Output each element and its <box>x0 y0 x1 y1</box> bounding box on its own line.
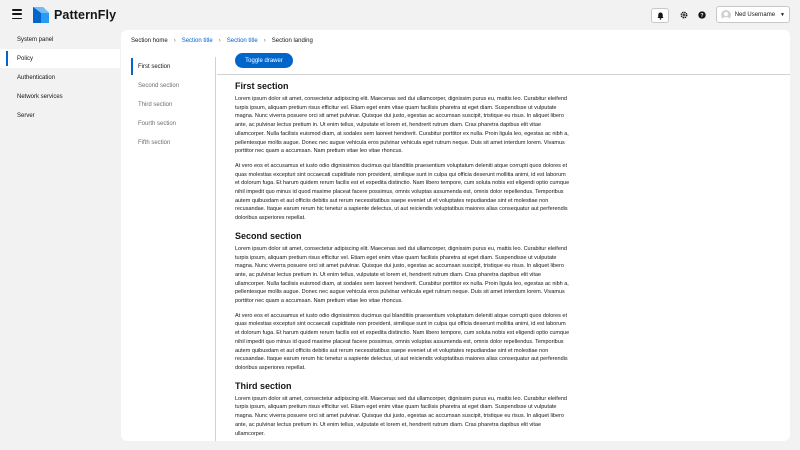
gear-icon <box>680 11 688 19</box>
svg-text:?: ? <box>700 12 704 19</box>
jump-link-label: First section <box>138 63 171 70</box>
sidebar-item-label: Server <box>17 112 35 119</box>
section-title: First section <box>235 81 289 91</box>
sidebar-item-label: System panel <box>17 36 54 43</box>
section-paragraph: At vero eos et accusamus et iusto odio dignissimos ducimus qui blanditiis praesentium voluptatum deleniti atque corrupti quos dolores et quas molestias excepturi sint occaecati cupiditate non provident, similique sunt in culpa qui officia deserunt mollitia animi, id est laborum et dolorum fuga. Et harum quidem rerum facilis est et expedita distinctio. Nam libero tempore, cum soluta nobis est eligendi optio cumque nihil impedit quo minus id quod maxime placeat facere possimus, omnis voluptas assumenda est, omnis dolor repellendus. Temporibus autem quibusdam et aut officiis debitis aut rerum necessitatibus saepe eveniet ut et voluptates repudiandae sint et molestiae non recusandae. Itaque earum rerum hic tenetur a sapiente delectus, ut aut reiciendis voluptatibus maiores alias consequatur aut perferendis doloribus asperiores repellat. <box>235 162 570 222</box>
first-section <box>235 81 570 223</box>
divider <box>217 74 790 75</box>
jump-links <box>131 57 216 441</box>
main-panel <box>121 30 790 441</box>
bell-icon <box>657 12 664 20</box>
jump-link-label: Fifth section <box>138 139 171 146</box>
sidebar-item-policy[interactable] <box>0 49 120 68</box>
sidebar-item-label: Authentication <box>17 74 56 81</box>
breadcrumb-current: Section landing <box>271 38 313 44</box>
jump-link-label: Third section <box>138 101 173 108</box>
toggle-drawer-button[interactable]: Toggle drawer <box>235 53 293 68</box>
sidebar-item-authentication[interactable] <box>0 68 120 87</box>
section-paragraph: At vero eos et accusamus et iusto odio dignissimos ducimus qui blanditiis praesentium voluptatum deleniti atque corrupti quos dolores et quas molestias excepturi sint occaecati cupiditate non provident, similique sunt in culpa qui officia deserunt mollitia animi, id est laborum et dolorum fuga. Et harum quidem rerum facilis est et expedita distinctio. Nam libero tempore, cum soluta nobis est eligendi optio cumque nihil impedit quo minus id quod maxime placeat facere possimus, omnis voluptas assumenda est, omnis dolor repellendus. Temporibus autem quibusdam et aut officiis debitis aut rerum necessitatibus saepe eveniet ut et voluptates repudiandae sint et molestiae non recusandae. Itaque earum rerum hic tenetur a sapiente delectus, ut aut reiciendis voluptatibus maiores alias consequatur aut perferendis doloribus asperiores repellat. <box>235 312 570 371</box>
jump-link-fifth-section[interactable] <box>131 133 215 152</box>
chevron-right-icon: › <box>263 38 266 44</box>
jump-link-first-section[interactable] <box>131 57 215 76</box>
avatar <box>721 10 731 20</box>
chevron-right-icon: › <box>218 38 221 44</box>
sidebar-nav <box>0 30 120 125</box>
breadcrumb-link[interactable]: Section title <box>181 38 213 44</box>
help-icon <box>698 11 706 19</box>
help-button[interactable] <box>694 8 710 22</box>
sidebar-item-network-services[interactable] <box>0 87 120 106</box>
caret-down-icon: ▼ <box>780 11 785 18</box>
jump-link-second-section[interactable] <box>131 76 215 95</box>
user-menu-toggle[interactable] <box>716 6 790 23</box>
brand-name: PatternFly <box>54 8 117 22</box>
chevron-right-icon: › <box>173 38 176 44</box>
masthead <box>0 0 800 30</box>
section-title: Third section <box>235 380 292 391</box>
section-paragraph: Lorem ipsum dolor sit amet, consectetur adipiscing elit. Maecenas sed dui ullamcorper, dignissim purus eu, mattis leo. Curabitur eleifend turpis ipsum, aliquam pretium risus efficitur vel. Etiam eget enim vitae quam facilisis pharetra at eget diam. Suspendisse ut vulputate magna. Nunc viverra posuere orci sit amet pulvinar. Quisque dui justo, egestas ac accumsan suscipit, tristique eu risus. In aliquet libero ante, ac pulvinar lectus pretium in. Ut enim tellus, vulputate et lorem et, hendrerit rutrum diam. Cras pharetra dapibus elit vitae ullamcorper. Nulla facilisis euismod diam, at sodales sem laoreet hendrerit. Curabitur porttitor ex nulla. Proin ligula leo, egestas ac nibh a, pellentesque mollis augue. Donec nec augue vehicula eros pulvinar vehicula eget rutrum neque. Duis sit amet interdum lorem. Vivamus porttitor nec quam a accumsan. Nam pretium vitae leo vitae rhoncus. <box>235 96 569 155</box>
brand[interactable] <box>32 6 116 24</box>
third-section <box>235 381 570 439</box>
sidebar-item-server[interactable] <box>0 106 120 125</box>
breadcrumb-item-home[interactable]: Section home <box>131 38 168 44</box>
settings-button[interactable] <box>676 8 692 22</box>
second-section <box>235 231 570 373</box>
hamburger-icon[interactable] <box>12 9 22 19</box>
jump-link-label: Second section <box>138 82 180 89</box>
jump-link-third-section[interactable] <box>131 95 215 114</box>
jump-link-fourth-section[interactable] <box>131 114 215 133</box>
breadcrumb <box>131 38 313 44</box>
notifications-button[interactable] <box>651 8 669 23</box>
sidebar-item-label: Policy <box>17 55 34 62</box>
user-name: Ned Username <box>734 11 776 18</box>
jump-link-label: Fourth section <box>138 120 177 127</box>
patternfly-logo-icon <box>32 6 50 24</box>
section-title: Second section <box>235 230 302 241</box>
section-paragraph: Lorem ipsum dolor sit amet, consectetur adipiscing elit. Maecenas sed dui ullamcorper, dignissim purus eu, mattis leo. Curabitur eleifend turpis ipsum, aliquam pretium risus efficitur vel. Etiam eget enim vitae quam facilisis pharetra at eget diam. Suspendisse ut vulputate magna. Nunc viverra posuere orci sit amet pulvinar. Quisque dui justo, egestas ac accumsan suscipit, tristique eu risus. In aliquet libero ante, ac pulvinar lectus pretium in. Ut enim tellus, vulputate et lorem et, hendrerit rutrum diam. Cras pharetra dapibus elit vitae ullamcorper. <box>235 395 567 437</box>
content-area <box>235 81 570 441</box>
sidebar-item-label: Network services <box>17 93 63 100</box>
section-paragraph: Lorem ipsum dolor sit amet, consectetur adipiscing elit. Maecenas sed dui ullamcorper, dignissim purus eu, mattis leo. Curabitur eleifend turpis ipsum, aliquam pretium risus efficitur vel. Etiam eget enim vitae quam facilisis pharetra at eget diam. Suspendisse ut vulputate magna. Nunc viverra posuere orci sit amet pulvinar. Quisque dui justo, egestas ac accumsan suscipit, tristique eu risus. In aliquet libero ante, ac pulvinar lectus pretium in. Ut enim tellus, vulputate et lorem et, hendrerit rutrum diam. Cras pharetra dapibus elit vitae ullamcorper. Nulla facilisis euismod diam, at sodales sem laoreet hendrerit. Curabitur porttitor ex nulla. Proin ligula leo, egestas ac nibh a, pellentesque mollis augue. Donec nec augue vehicula eros pulvinar vehicula eget rutrum neque. Duis sit amet interdum lorem. Vivamus porttitor nec quam a accumsan. Nam pretium vitae leo vitae rhoncus. <box>235 245 569 305</box>
sidebar-item-system-panel[interactable] <box>0 30 120 49</box>
breadcrumb-link[interactable]: Section title <box>226 38 258 44</box>
